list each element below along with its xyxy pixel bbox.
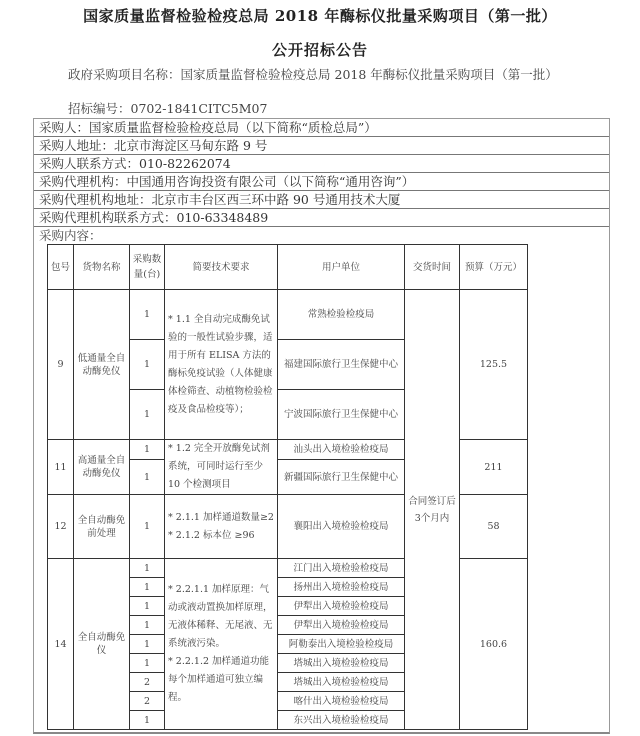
budget-cell: 58 bbox=[460, 495, 528, 559]
info-row-agency-contact: 采购代理机构联系方式：010-63348489 bbox=[34, 209, 609, 227]
budget-cell: 160.6 bbox=[460, 559, 528, 730]
table-row bbox=[48, 290, 528, 340]
info-row-purchaser-contact: 采购人联系方式：010-82262074 bbox=[34, 155, 609, 173]
user-unit-cell: 东兴出入境检验检疫局 bbox=[278, 711, 405, 730]
quantity-cell: 1 bbox=[130, 559, 165, 578]
table-body bbox=[48, 290, 528, 730]
header-package: 包号 bbox=[48, 245, 74, 290]
document-title: 国家质量监督检验检疫总局 2018 年酶标仪批量采购项目（第一批） bbox=[83, 7, 557, 25]
user-unit-cell: 常熟检验检疫局 bbox=[278, 290, 405, 340]
package-number-cell: 9 bbox=[48, 290, 74, 440]
project-name-label: 政府采购项目名称： bbox=[68, 67, 181, 82]
table-header-row bbox=[48, 245, 528, 290]
quantity-cell: 2 bbox=[130, 673, 165, 692]
delivery-time-cell: 合同签订后3个月内 bbox=[405, 290, 460, 730]
content-label: 采购内容： bbox=[39, 228, 102, 243]
quantity-cell: 1 bbox=[130, 654, 165, 673]
tech-requirements-cell bbox=[165, 440, 278, 495]
user-unit-cell: 襄阳出入境检验检疫局 bbox=[278, 495, 405, 559]
goods-name-cell: 低通量全自动酶免仪 bbox=[74, 290, 130, 440]
user-unit-cell: 汕头出入境检验检疫局 bbox=[278, 440, 405, 460]
budget-cell: 125.5 bbox=[460, 290, 528, 440]
tech-requirement-item: * 2.2.1.2 加样通道功能每个加样通道可独立编程。 bbox=[168, 656, 270, 703]
info-row-agency-address: 采购代理机构地址：北京市丰台区西三环中路 90 号通用技术大厦 bbox=[34, 191, 609, 209]
tech-requirements-cell bbox=[165, 495, 278, 559]
goods-name-cell: 全自动酶免前处理 bbox=[74, 495, 130, 559]
user-unit-cell: 宁波国际旅行卫生保健中心 bbox=[278, 390, 405, 440]
quantity-cell: 1 bbox=[130, 390, 165, 440]
header-budget: 预算（万元） bbox=[460, 245, 528, 290]
quantity-cell: 1 bbox=[130, 711, 165, 730]
user-unit-cell: 伊犁出入境检验检疫局 bbox=[278, 616, 405, 635]
header-qty: 采购数量(台) bbox=[130, 245, 165, 290]
package-number-cell: 14 bbox=[48, 559, 74, 730]
tech-requirement-item: * 1.2 完全开放酶免试剂系统，可同时运行至少 10 个检测项目 bbox=[168, 443, 270, 490]
bid-number: 招标编号：0702-1841CITC5M07 bbox=[68, 101, 268, 116]
tech-requirements-cell bbox=[165, 290, 278, 440]
user-unit-cell: 福建国际旅行卫生保健中心 bbox=[278, 340, 405, 390]
package-number-cell: 12 bbox=[48, 495, 74, 559]
package-number-cell: 11 bbox=[48, 440, 74, 495]
user-unit-cell: 阿勒泰出入境检验检疫局 bbox=[278, 635, 405, 654]
quantity-cell: 1 bbox=[130, 616, 165, 635]
user-unit-cell: 塔城出入境检验检疫局 bbox=[278, 654, 405, 673]
quantity-cell: 1 bbox=[130, 578, 165, 597]
tech-requirement-item: * 2.2.1.1 加样原理：气动或液动置换加样原理，无液体稀释、无尾液、无系统液污染。 bbox=[168, 584, 273, 649]
user-unit-cell: 伊犁出入境检验检疫局 bbox=[278, 597, 405, 616]
quantity-cell: 1 bbox=[130, 597, 165, 616]
header-tech: 简要技术要求 bbox=[165, 245, 278, 290]
quantity-cell: 1 bbox=[130, 440, 165, 460]
procurement-info-frame bbox=[33, 118, 610, 734]
user-unit-cell: 塔城出入境检验检疫局 bbox=[278, 673, 405, 692]
document-subtitle: 公开招标公告 bbox=[271, 41, 368, 59]
budget-cell: 211 bbox=[460, 440, 528, 495]
header-delivery: 交货时间 bbox=[405, 245, 460, 290]
user-unit-cell: 江门出入境检验检疫局 bbox=[278, 559, 405, 578]
info-row-purchaser: 采购人：国家质量监督检验检疫总局（以下简称“质检总局”） bbox=[34, 119, 609, 137]
header-goods: 货物名称 bbox=[74, 245, 130, 290]
quantity-cell: 1 bbox=[130, 635, 165, 654]
goods-name-cell: 全自动酶免仪 bbox=[74, 559, 130, 730]
tech-requirement-item: * 2.1.1 加样通道数量≥2 bbox=[168, 511, 274, 523]
header-user: 用户单位 bbox=[278, 245, 405, 290]
quantity-cell: 1 bbox=[130, 340, 165, 390]
tech-requirement-item: * 1.1 全自动完成酶免试验的一般性试验步骤，适用于所有 ELISA 方法的酶标免疫试验（人体健康体检筛查、动植物检验检疫及食品检疫等）； bbox=[168, 313, 273, 415]
info-row-purchaser-address: 采购人地址：北京市海淀区马甸东路 9 号 bbox=[34, 137, 609, 155]
tech-requirement-item: * 2.1.2 标本位 ≥96 bbox=[168, 529, 255, 541]
quantity-cell: 1 bbox=[130, 460, 165, 495]
quantity-cell: 1 bbox=[130, 495, 165, 559]
tech-requirements-cell bbox=[165, 559, 278, 730]
user-unit-cell: 喀什出入境检验检疫局 bbox=[278, 692, 405, 711]
project-name bbox=[68, 66, 558, 83]
quantity-cell: 2 bbox=[130, 692, 165, 711]
info-row-agency: 采购代理机构：中国通用咨询投资有限公司（以下简称“通用咨询”） bbox=[34, 173, 609, 191]
procurement-table bbox=[47, 244, 528, 730]
quantity-cell: 1 bbox=[130, 290, 165, 340]
user-unit-cell: 扬州出入境检验检疫局 bbox=[278, 578, 405, 597]
project-name-value: 国家质量监督检验检疫总局 2018 年酶标仪批量采购项目（第一批） bbox=[180, 67, 558, 82]
user-unit-cell: 新疆国际旅行卫生保健中心 bbox=[278, 460, 405, 495]
goods-name-cell: 高通量全自动酶免仪 bbox=[74, 440, 130, 495]
